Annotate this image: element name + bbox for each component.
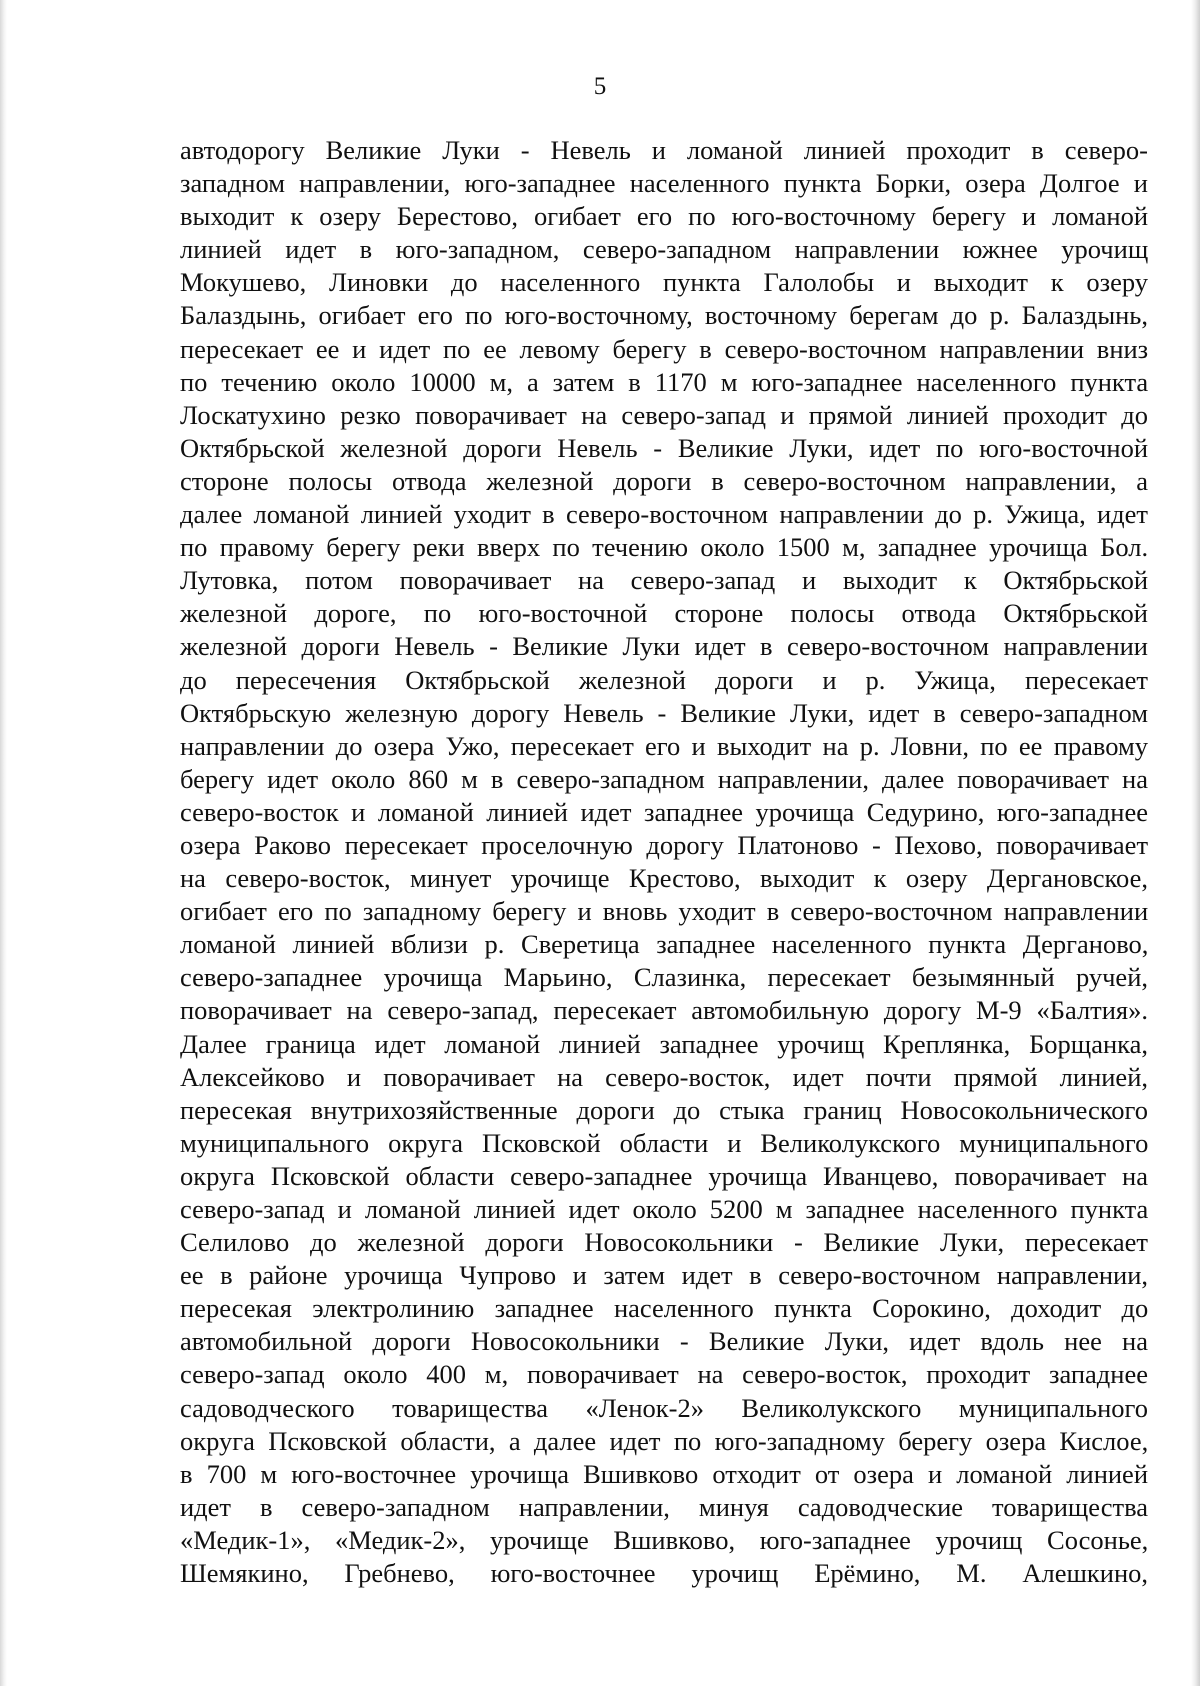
scan-edge-right bbox=[1191, 0, 1200, 1686]
text-line: Алексейково и поворачивает на северо-восток, идет почти прямой линией, bbox=[180, 1061, 1148, 1092]
text-line: северо-западнее урочища Марьино, Слазинка, пересекает безымянный ручей, bbox=[180, 962, 1148, 993]
text-line: северо-запад около 400 м, поворачивает на северо-восток, проходит западнее bbox=[180, 1359, 1148, 1390]
text-line: садоводческого товарищества «Ленок-2» Великолукского муниципального bbox=[180, 1392, 1148, 1423]
text-line: железной дороге, по юго-восточной стороне полосы отвода Октябрьской bbox=[180, 598, 1148, 629]
body-text bbox=[180, 134, 1148, 1590]
text-line: Октябрьскую железную дорогу Невель - Великие Луки, идет в северо-западном bbox=[180, 697, 1148, 728]
text-line: автодорогу Великие Луки - Невель и ломаной линией проходит в северо- bbox=[180, 135, 1148, 165]
text-line: до пересечения Октябрьской железной дороги и р. Ужица, пересекает bbox=[180, 664, 1148, 695]
text-line: ломаной линией вблизи р. Сверетица западнее населенного пункта Дерганово, bbox=[180, 929, 1149, 960]
text-line: автомобильной дороги Новосокольники - Великие Луки, идет вдоль нее на bbox=[180, 1326, 1148, 1357]
text-line: пересекая внутрихозяйственные дороги до стыка границ Новосокольнического bbox=[180, 1094, 1148, 1125]
text-line: берегу идет около 860 м в северо-западном направлении, далее поворачивает на bbox=[180, 763, 1148, 794]
text-line: Далее граница идет ломаной линией западнее урочищ Креплянка, Борщанка, bbox=[180, 1028, 1148, 1059]
text-line: пересекает ее и идет по ее левому берегу в северо-восточном направлении вниз bbox=[180, 333, 1149, 364]
text-line: в 700 м юго-восточнее урочища Вшивково отходит от озера и ломаной линией bbox=[180, 1458, 1148, 1489]
text-line: Мокушево, Линовки до населенного пункта Галолобы и выходит к озеру bbox=[180, 267, 1148, 298]
text-line: Октябрьской железной дороги Невель - Великие Луки, идет по юго-восточной bbox=[180, 432, 1148, 463]
text-line: идет в северо-западном направлении, минуя садоводческие товарищества bbox=[180, 1491, 1148, 1522]
text-line: пересекая электролинию западнее населенного пункта Сорокино, доходит до bbox=[180, 1293, 1149, 1324]
text-line: линией идет в юго-западном, северо-западном направлении южнее урочищ bbox=[180, 234, 1149, 265]
text-line: Балаздынь, огибает его по юго-восточному, восточному берегам до р. Балаздынь, bbox=[180, 300, 1149, 331]
text-line: железной дороги Невель - Великие Луки идет в северо-восточном направлении bbox=[180, 631, 1148, 662]
text-line: поворачивает на северо-запад, пересекает автомобильную дорогу М-9 «Балтия». bbox=[180, 995, 1148, 1026]
text-line: Шемякино, Гребнево, юго-восточнее урочищ Ерёмино, М. Алешкино, bbox=[180, 1558, 1148, 1589]
text-line: огибает его по западному берегу и вновь уходит в северо-восточном направлении bbox=[180, 896, 1149, 927]
page-number: 5 bbox=[593, 73, 607, 100]
text-line: западном направлении, юго-западнее населенного пункта Борки, озера Долгое и bbox=[180, 168, 1148, 199]
text-line: по течению около 10000 м, а затем в 1170 м юго-западнее населенного пункта bbox=[180, 366, 1149, 397]
text-line: на северо-восток, минует урочище Крестово, выходит к озеру Дергановское, bbox=[180, 863, 1149, 894]
text-line: муниципального округа Псковской области и Великолукского муниципального bbox=[180, 1127, 1149, 1158]
text-line: «Медик-1», «Медик-2», урочище Вшивково, юго-западнее урочищ Сосонье, bbox=[180, 1524, 1149, 1555]
text-line: по правому берегу реки вверх по течению около 1500 м, западнее урочища Бол. bbox=[180, 532, 1149, 563]
scan-edge-left bbox=[0, 0, 7, 1686]
text-line: ее в районе урочища Чупрово и затем идет в северо-восточном направлении, bbox=[180, 1260, 1148, 1291]
text-line: стороне полосы отвода железной дороги в северо-восточном направлении, а bbox=[180, 465, 1148, 496]
text-line: округа Псковской области северо-западнее урочища Иванцево, поворачивает на bbox=[180, 1160, 1148, 1191]
text-line: Лутовка, потом поворачивает на северо-запад и выходит к Октябрьской bbox=[180, 565, 1148, 596]
text-line: северо-запад и ломаной линией идет около 5200 м западнее населенного пункта bbox=[180, 1194, 1149, 1224]
text-line: Лоскатухино резко поворачивает на северо-запад и прямой линией проходит до bbox=[180, 399, 1148, 430]
text-line: Селилово до железной дороги Новосокольники - Великие Луки, пересекает bbox=[180, 1227, 1148, 1258]
text-line: озера Раково пересекает проселочную дорогу Платоново - Пехово, поворачивает bbox=[180, 829, 1149, 860]
text-line: далее ломаной линией уходит в северо-восточном направлении до р. Ужица, идет bbox=[180, 499, 1148, 530]
text-line: северо-восток и ломаной линией идет западнее урочища Седурино, юго-западнее bbox=[180, 796, 1148, 827]
text-line: направлении до озера Ужо, пересекает его и выходит на р. Ловни, по ее правому bbox=[180, 730, 1148, 761]
text-line: округа Псковской области, а далее идет по юго-западному берегу озера Кислое, bbox=[180, 1425, 1149, 1456]
text-line: выходит к озеру Берестово, огибает его по юго-восточному берегу и ломаной bbox=[180, 201, 1148, 232]
